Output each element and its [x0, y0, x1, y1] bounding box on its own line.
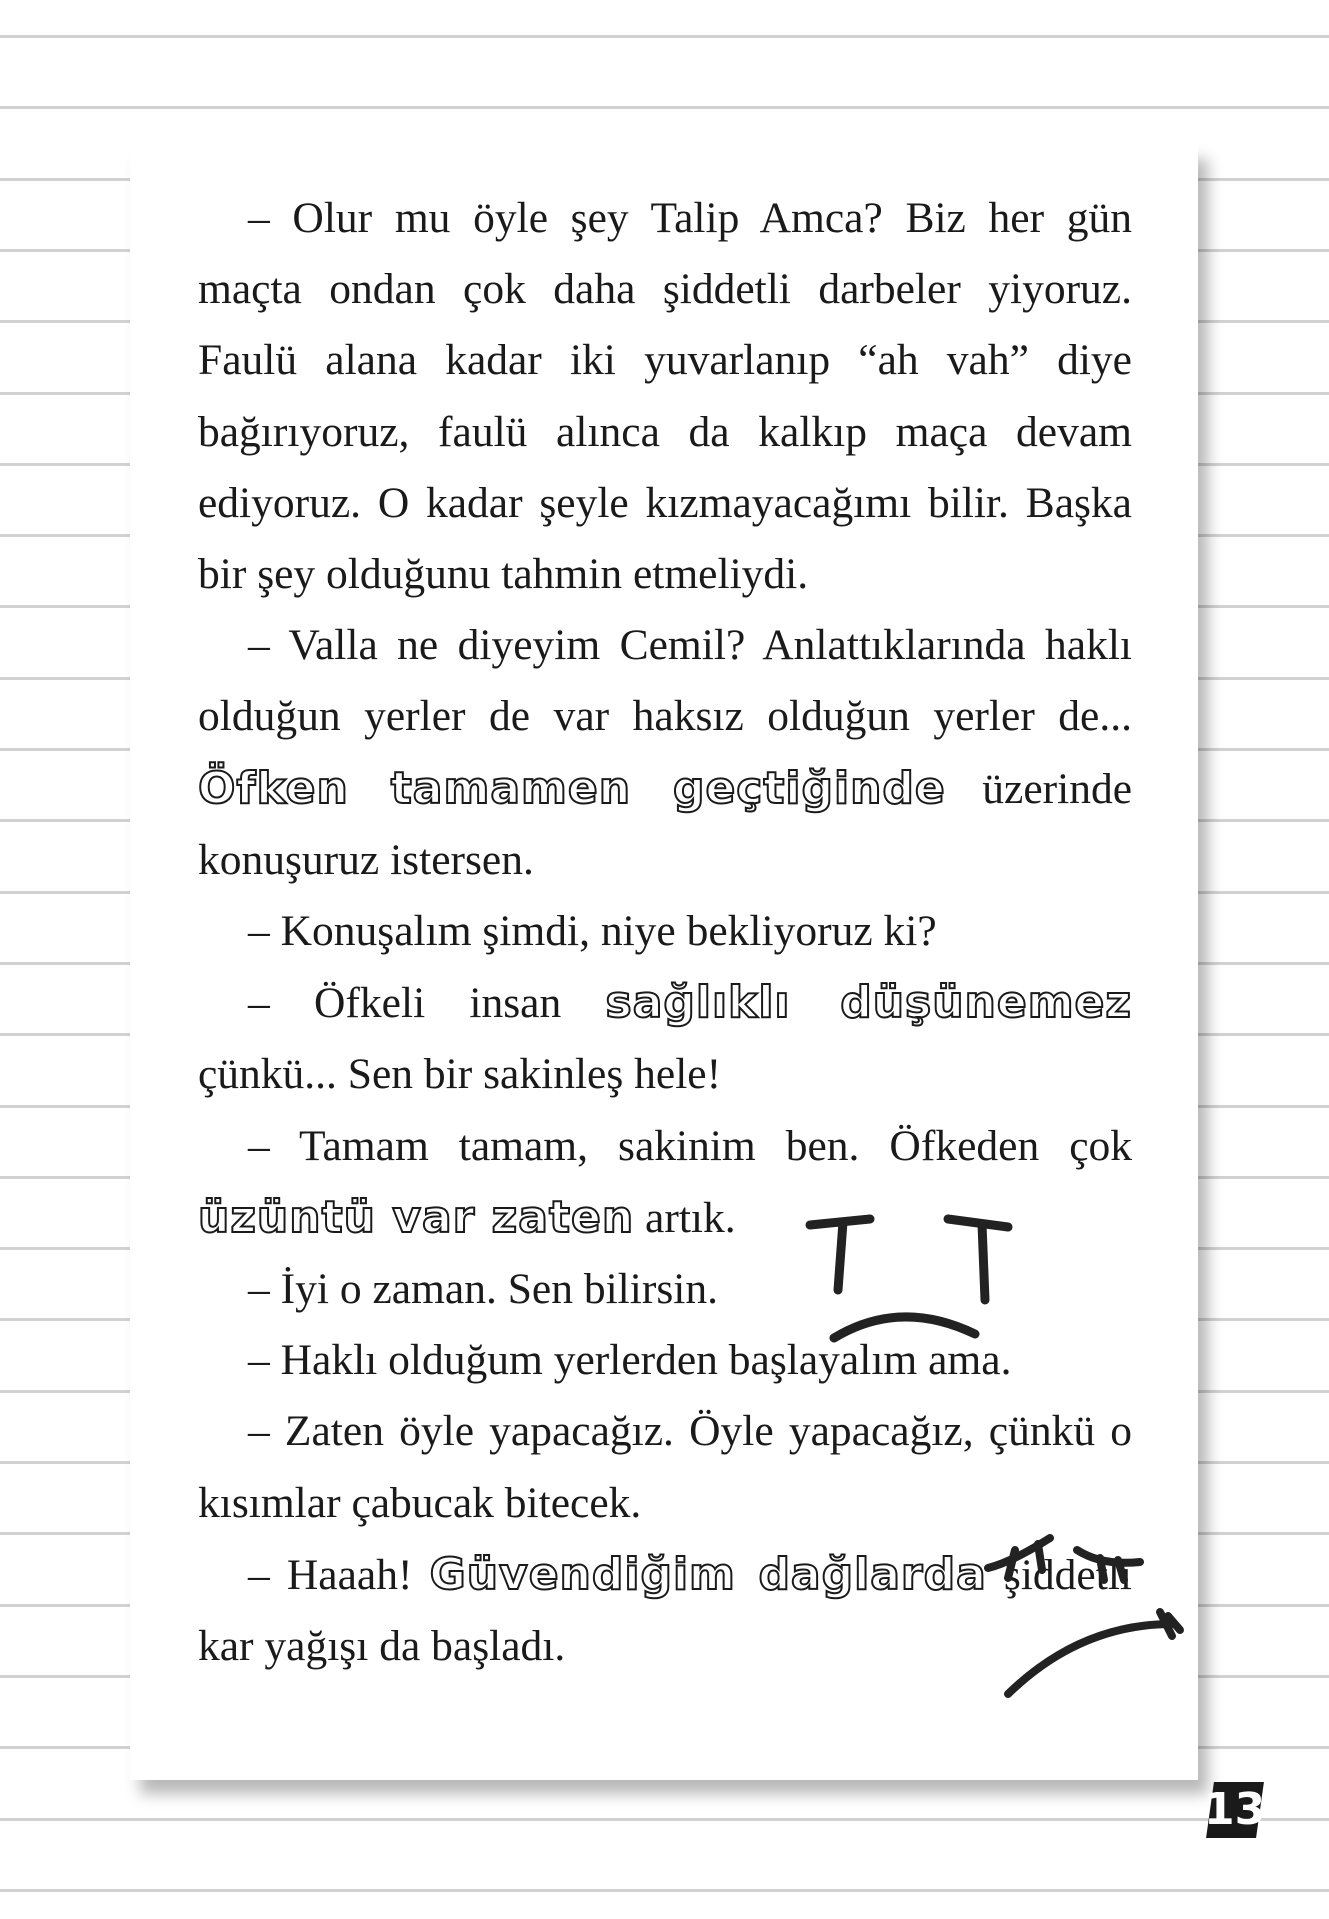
paragraph: [198, 896, 1132, 967]
handwritten-emphasis: sağlıklı düşünemez: [605, 977, 1132, 1029]
paragraph: [198, 183, 1132, 610]
ruled-line: [0, 106, 1329, 109]
text-run: – Zaten öyle yapacağız. Öyle yapacağız, çünkü o kısımlar çabucak bitecek.: [198, 1407, 1132, 1527]
text-run: şiddetli kar yağışı da başladı.: [198, 1550, 1132, 1671]
text-run: – Haaah!: [248, 1550, 430, 1599]
text-run: – Konuşalım şimdi, niye bekliyoruz ki?: [248, 907, 937, 956]
paragraph: [198, 1254, 1132, 1325]
ruled-line: [0, 35, 1329, 38]
paragraph: [198, 1396, 1132, 1538]
page-number: 13: [1204, 1784, 1266, 1835]
text-run: – Öfkeli insan: [248, 979, 606, 1028]
paragraph: [198, 967, 1132, 1110]
text-run: artık.: [634, 1193, 736, 1242]
text-run: üzerinde konuşuruz istersen.: [198, 764, 1132, 884]
handwritten-emphasis: üzüntü var zaten: [198, 1191, 635, 1243]
paragraph: [198, 1539, 1132, 1682]
paragraph: [198, 1325, 1132, 1396]
ruled-line: [0, 1889, 1329, 1892]
paragraph: [198, 1111, 1132, 1254]
text-run: – Olur mu öyle şey Talip Amca? Biz her gün maçta ondan çok daha şiddetli darbeler yiyoruz. Faulü alana kadar iki yuvarlanıp “ah vah” diye bağırıyoruz, faulü alınca da kalkıp maça devam ediyoruz. O kadar şeyle kızmayacağımı bilir. Başka bir şey olduğunu tahmin etmeliydi.: [198, 194, 1132, 599]
text-run: çünkü... Sen bir sakinleş hele!: [198, 1050, 722, 1099]
handwritten-emphasis: Güvendiğim dağlarda: [429, 1548, 987, 1600]
paragraph: [198, 610, 1132, 896]
handwritten-emphasis: Öfken tamamen geçtiğinde: [198, 762, 946, 814]
page-number-badge: [1206, 1782, 1264, 1838]
book-page: [130, 145, 1198, 1780]
text-run: – Valla ne diyeyim Cemil? Anlattıklarında haklı olduğun yerler de var haksız olduğun yerler de...: [198, 621, 1132, 741]
ruled-line: [0, 1818, 1329, 1821]
text-run: – Haklı olduğum yerlerden başlayalım ama.: [248, 1336, 1012, 1385]
page-text: [198, 183, 1132, 1682]
text-run: – Tamam tamam, sakinim ben. Öfkeden çok: [248, 1121, 1132, 1170]
text-run: – İyi o zaman. Sen bilirsin.: [248, 1265, 718, 1314]
